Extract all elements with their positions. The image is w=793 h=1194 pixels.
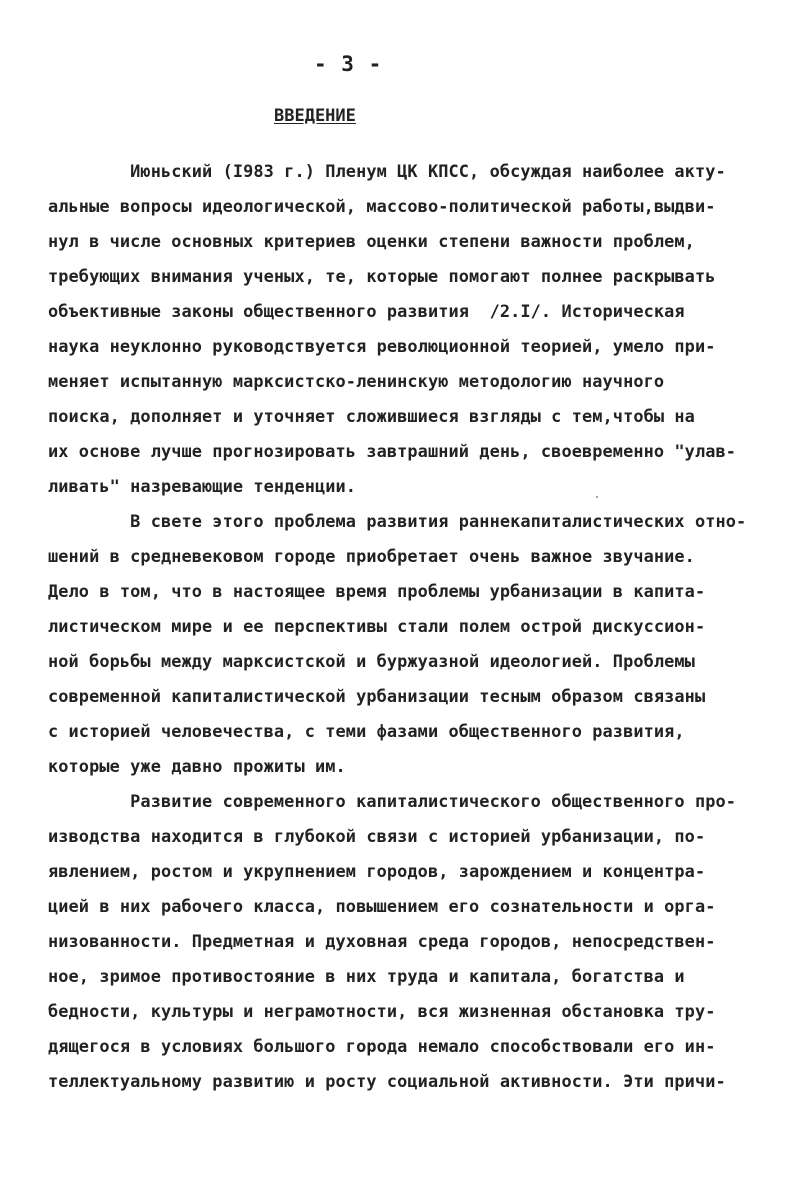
text-line: ной борьбы между марксистской и буржуазной идеологией. Проблемы — [48, 651, 695, 671]
text-line: современной капиталистической урбанизации тесным образом связаны — [48, 686, 706, 706]
scan-speck — [596, 496, 598, 498]
text-line: объективные законы общественного развития /2.I/. Историческая — [48, 301, 685, 321]
text-line: Июньский (I983 г.) Пленум ЦК КПСС, обсуждая наиболее акту- — [48, 161, 726, 181]
text-line: альные вопросы идеологической, массово-политической работы,выдви- — [48, 196, 716, 216]
section-heading: ВВЕДЕНИЕ — [274, 106, 356, 126]
text-line: которые уже давно прожиты им. — [48, 756, 346, 776]
text-line: их основе лучше прогнозировать завтрашний день, своевременно "улав- — [48, 441, 737, 461]
text-line: цией в них рабочего класса, повышением его сознательности и орга- — [48, 896, 716, 916]
text-line: Развитие современного капиталистического общественного про- — [48, 791, 737, 811]
text-line: ное, зримое противостояние в них труда и капитала, богатства и — [48, 966, 685, 986]
text-line: шений в средневековом городе приобретает очень важное звучание. — [48, 546, 695, 566]
text-line: поиска, дополняет и уточняет сложившиеся взгляды с тем,чтобы на — [48, 406, 695, 426]
text-line: теллектуальному развитию и росту социальной активности. Эти причи- — [48, 1071, 726, 1091]
text-line: ливать" назревающие тенденции. — [48, 476, 357, 496]
text-line: изводства находится в глубокой связи с историей урбанизации, по- — [48, 826, 706, 846]
text-line: меняет испытанную марксистско-ленинскую методологию научного — [48, 371, 665, 391]
text-line: низованности. Предметная и духовная среда городов, непосредствен- — [48, 931, 716, 951]
text-line: нул в числе основных критериев оценки степени важности проблем, — [48, 231, 695, 251]
text-line: явлением, ростом и укрупнением городов, зарождением и концентра- — [48, 861, 706, 881]
text-line: наука неуклонно руководствуется революционной теорией, умело при- — [48, 336, 716, 356]
text-line: В свете этого проблема развития раннекапиталистических отно- — [48, 511, 747, 531]
text-line: дящегося в условиях большого города немало способствовали его ин- — [48, 1036, 716, 1056]
text-line: Дело в том, что в настоящее время проблемы урбанизации в капита- — [48, 581, 706, 601]
text-line: с историей человечества, с теми фазами общественного развития, — [48, 721, 685, 741]
text-line: бедности, культуры и неграмотности, вся жизненная обстановка тру- — [48, 1001, 716, 1021]
page-number: - 3 - — [314, 52, 383, 76]
text-line: требующих внимания ученых, те, которые помогают полнее раскрывать — [48, 266, 716, 286]
text-line: листическом мире и ее перспективы стали полем острой дискуссион- — [48, 616, 706, 636]
